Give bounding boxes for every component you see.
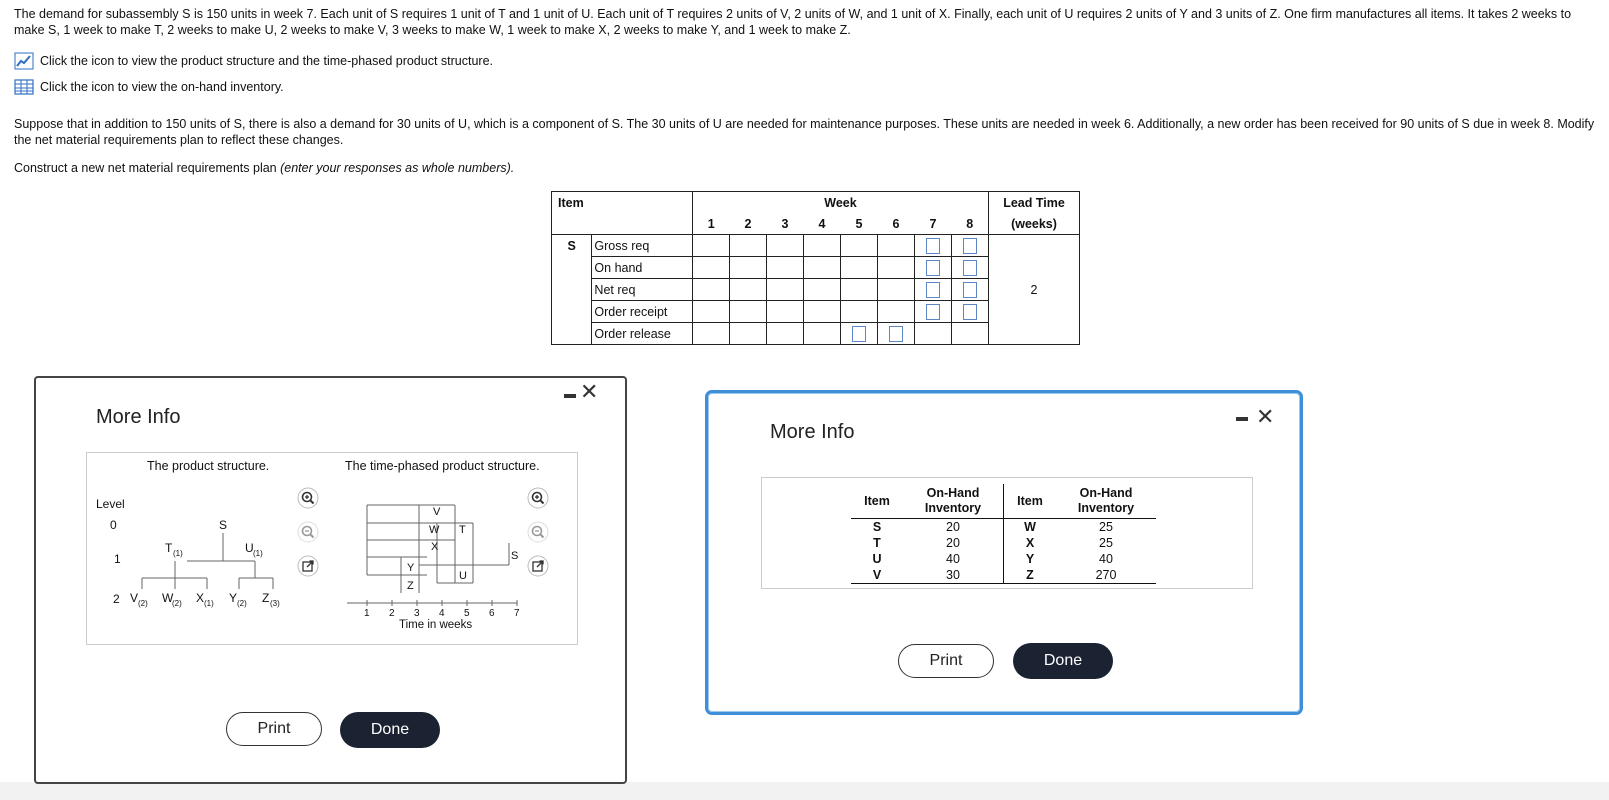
- close-icon[interactable]: ✕: [1256, 404, 1275, 429]
- row-order-receipt-label: Order receipt: [592, 301, 693, 323]
- expand-icon[interactable]: [527, 555, 549, 577]
- week-4-header: 4: [804, 213, 841, 235]
- lead-time-value: 2: [989, 235, 1080, 345]
- on-hand-inventory-modal: [705, 390, 1303, 715]
- modal-title: More Info: [96, 406, 181, 428]
- week-2-header: 2: [730, 213, 767, 235]
- tree-node-w-qty: (2): [172, 599, 182, 608]
- page-footer-strip: [0, 782, 1609, 800]
- lead-time-subheader: (weeks): [989, 213, 1080, 235]
- tree-node-v: V: [130, 591, 139, 605]
- inv-item: S: [872, 520, 882, 534]
- tp-axis-4: 4: [439, 608, 445, 619]
- product-structure-link[interactable]: [14, 52, 493, 70]
- inv-qty: 25: [1099, 520, 1113, 534]
- on-hand-inventory-link[interactable]: [14, 78, 284, 96]
- week-6-header: 6: [878, 213, 915, 235]
- tp-axis-1: 1: [364, 608, 370, 619]
- table-row: [851, 519, 1156, 536]
- week-3-header: 3: [767, 213, 804, 235]
- tp-axis-6: 6: [489, 608, 495, 619]
- instruction-main: Construct a new net material requirements plan: [14, 161, 281, 175]
- level-1: 1: [114, 552, 121, 566]
- inv-item: T: [873, 536, 881, 550]
- mrp-table: [551, 191, 1080, 345]
- tree-node-w: W: [162, 591, 174, 605]
- inv-qty: 40: [1099, 552, 1113, 566]
- tree-node-y: Y: [229, 591, 238, 605]
- tp-axis-label: Time in weeks: [399, 619, 473, 631]
- tree-node-y-qty: (2): [237, 599, 247, 608]
- row-on-hand-label: On hand: [592, 257, 693, 279]
- minimize-icon[interactable]: [1236, 417, 1248, 421]
- tp-label-z: Z: [407, 580, 414, 592]
- instruction-hint: (enter your responses as whole numbers).: [280, 161, 515, 175]
- print-button[interactable]: Print: [226, 712, 322, 746]
- close-icon[interactable]: ✕: [580, 379, 599, 404]
- level-2: 2: [113, 592, 120, 606]
- done-button[interactable]: Done: [1013, 643, 1113, 679]
- item-header: Item: [552, 192, 693, 214]
- inv-item: Z: [1004, 567, 1057, 584]
- table-row: [851, 551, 1156, 567]
- tp-label-t: T: [459, 524, 466, 536]
- product-structure-link-label[interactable]: Click the icon to view the product structure and the time-phased product structure.: [40, 54, 494, 68]
- inv-item: Y: [1025, 552, 1035, 566]
- tp-axis-3: 3: [414, 608, 420, 619]
- minimize-icon[interactable]: [564, 394, 576, 398]
- order-release-week-6-input[interactable]: [889, 326, 903, 342]
- inventory-table: [851, 484, 1156, 584]
- tree-node-v-qty: (2): [138, 599, 148, 608]
- scenario-text: Suppose that in addition to 150 units of S, there is also a demand for 30 units of U, which is a component of S. The 30 units of U are needed for maintenance purposes. These units are needed in week 6. Additionally, a new order has been received for 90 units of S due in week 8. Modify the net material requirements plan to reflect these changes.: [14, 117, 1595, 147]
- order-release-week-5-input[interactable]: [852, 326, 866, 342]
- tp-axis-7: 7: [514, 608, 520, 619]
- order-receipt-week-8-input[interactable]: [963, 304, 977, 320]
- inv-item: U: [872, 552, 882, 566]
- done-button[interactable]: Done: [340, 712, 440, 748]
- chart-icon[interactable]: [14, 52, 34, 70]
- inv-item: V: [851, 567, 903, 584]
- item-header-spacer: [552, 213, 693, 235]
- problem-text: The demand for subassembly S is 150 units in week 7. Each unit of S requires 1 unit of T and 1 unit of U. Each unit of T requires 2 units of V, 2 units of W, and 1 unit of X. Finally, each unit of U requires 2 units of Y and 3 units of Z. One firm manufactures all items. It takes 2 weeks to make S, 1 week to make T, 2 weeks to make U, 2 weeks to make V, 3 weeks to make W, 1 week to make X, 2 weeks to make Y, and 1 week to make Z.: [14, 7, 1572, 37]
- tp-label-s: S: [511, 550, 519, 562]
- inv-qty: 25: [1099, 536, 1113, 550]
- item-s-label: S: [552, 235, 592, 345]
- inv-item: X: [1025, 536, 1035, 550]
- print-button[interactable]: Print: [898, 644, 994, 678]
- zoom-out-icon[interactable]: [297, 521, 319, 543]
- gross-req-week-7-input[interactable]: [926, 238, 940, 254]
- tree-node-z: Z: [262, 591, 270, 605]
- inv-item: W: [1024, 520, 1036, 534]
- lead-time-header: Lead Time: [989, 192, 1080, 214]
- week-header: Week: [693, 192, 989, 214]
- inv-qty: 20: [903, 535, 1004, 551]
- level-label: Level: [96, 497, 125, 511]
- inv-qty: 30: [903, 567, 1004, 584]
- instruction-text: [14, 161, 514, 175]
- zoom-in-icon[interactable]: [297, 487, 319, 509]
- tree-node-s: S: [219, 518, 228, 532]
- table-row: [851, 567, 1156, 584]
- week-8-header: 8: [952, 213, 989, 235]
- table-icon[interactable]: [14, 78, 34, 96]
- inv-qty: 20: [903, 519, 1004, 536]
- tree-node-t-qty: (1): [173, 549, 183, 558]
- week-7-header: 7: [915, 213, 952, 235]
- net-req-week-7-input[interactable]: [926, 282, 940, 298]
- tp-label-x: X: [431, 541, 439, 553]
- col-item-left: Item: [851, 484, 903, 519]
- on-hand-week-7-input[interactable]: [926, 260, 940, 276]
- level-0: 0: [110, 518, 117, 532]
- zoom-out-icon[interactable]: [527, 521, 549, 543]
- tree-node-t: T: [165, 541, 173, 555]
- product-structure-caption: The product structure.: [147, 459, 270, 473]
- product-structure-modal: [34, 376, 627, 784]
- week-1-header: 1: [693, 213, 730, 235]
- tp-label-w: W: [429, 524, 440, 536]
- row-gross-req-label: Gross req: [592, 235, 693, 257]
- zoom-in-icon[interactable]: [527, 487, 549, 509]
- col-onhand-right: On-Hand Inventory: [1056, 484, 1156, 519]
- row-order-release-label: Order release: [592, 323, 693, 345]
- tp-axis-5: 5: [464, 608, 470, 619]
- table-row: [851, 535, 1156, 551]
- gross-req-week-8-input[interactable]: [963, 238, 977, 254]
- inv-qty: 40: [903, 551, 1004, 567]
- tp-label-u: U: [459, 570, 467, 582]
- expand-icon[interactable]: [297, 555, 319, 577]
- tp-axis-2: 2: [389, 608, 395, 619]
- tree-node-x: X: [196, 591, 205, 605]
- net-req-week-8-input[interactable]: [963, 282, 977, 298]
- order-receipt-week-7-input[interactable]: [926, 304, 940, 320]
- modal-title: More Info: [770, 421, 855, 443]
- on-hand-week-8-input[interactable]: [963, 260, 977, 276]
- week-5-header: 5: [841, 213, 878, 235]
- inventory-figure: [761, 477, 1253, 589]
- time-phased-caption: The time-phased product structure.: [345, 459, 540, 473]
- inv-qty: 270: [1056, 567, 1156, 584]
- col-onhand-left: On-Hand Inventory: [903, 484, 1004, 519]
- tp-label-v: V: [433, 506, 441, 518]
- on-hand-inventory-link-label[interactable]: Click the icon to view the on-hand inventory.: [40, 80, 284, 94]
- tree-node-u: U: [245, 541, 254, 555]
- tree-node-z-qty: (3): [270, 599, 280, 608]
- row-net-req-label: Net req: [592, 279, 693, 301]
- tree-node-u-qty: (1): [253, 549, 263, 558]
- col-item-right: Item: [1004, 484, 1057, 519]
- tp-label-y: Y: [407, 562, 415, 574]
- structure-figure: [86, 452, 578, 645]
- tree-node-x-qty: (1): [204, 599, 214, 608]
